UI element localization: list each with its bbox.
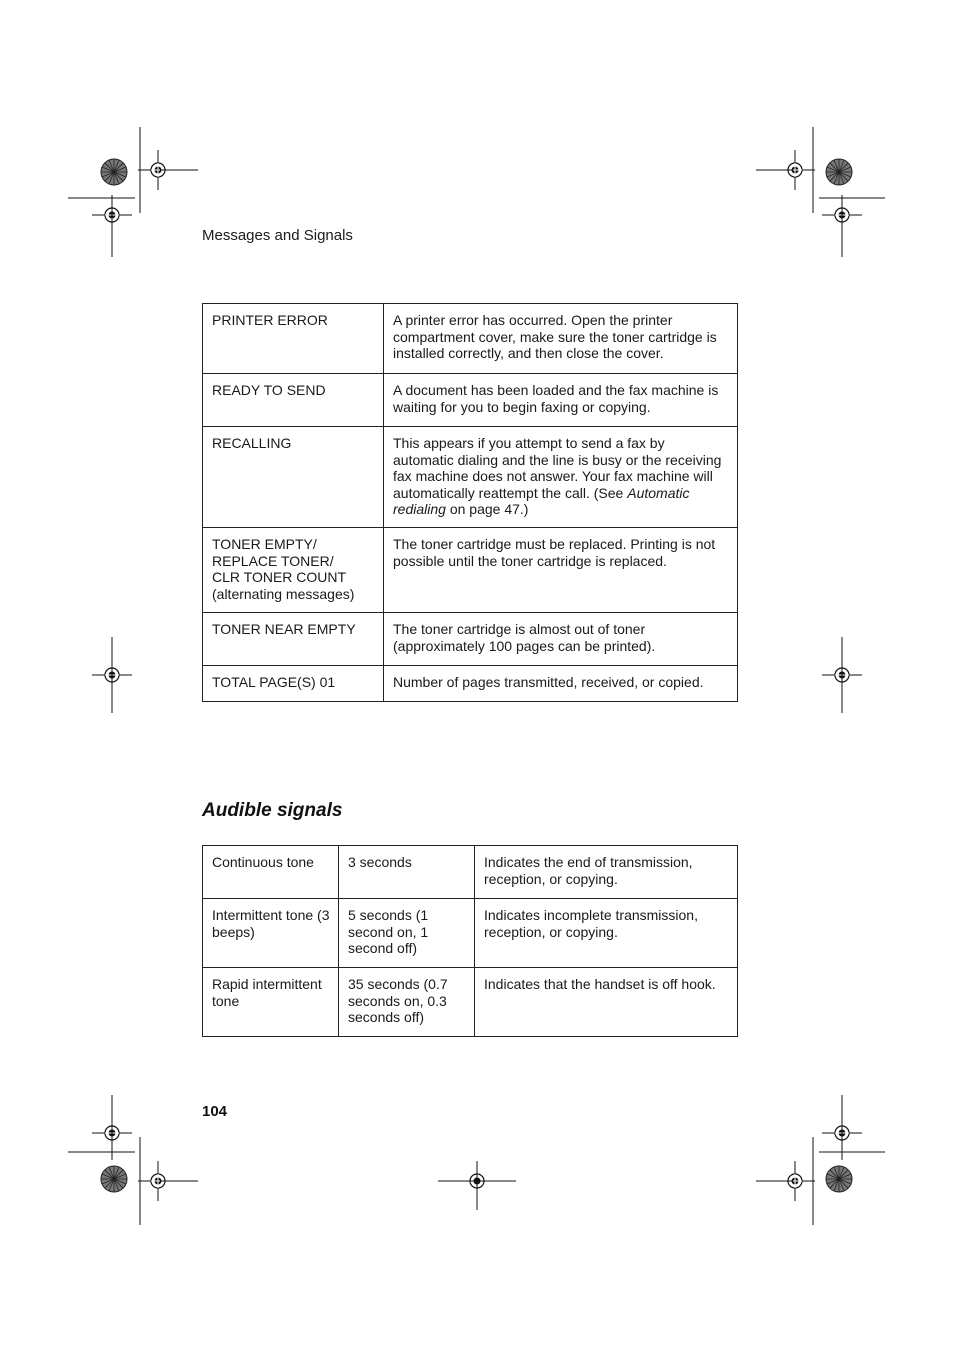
message-line: CLR TONER COUNT — [212, 569, 347, 585]
message-cell — [203, 528, 384, 613]
table-row — [203, 374, 738, 427]
table-row — [203, 427, 738, 528]
description-cell: The toner cartridge is almost out of toner (approximately 100 pages can be printed). — [384, 613, 738, 666]
page-number: 104 — [202, 1103, 228, 1120]
cross-reference-link: Automatic redialing — [393, 484, 690, 517]
signal-cell: Continuous tone — [203, 846, 339, 899]
signal-cell: Rapid intermittent tone — [203, 968, 339, 1037]
message-cell: PRINTER ERROR — [203, 304, 384, 374]
duration-cell: 5 seconds (1 second on, 1 second off) — [339, 899, 475, 968]
description-cell: A document has been loaded and the fax machine is waiting for you to begin faxing or copying. — [384, 374, 738, 427]
description-cell — [384, 427, 738, 528]
duration-cell: 35 seconds (0.7 seconds on, 0.3 seconds off) — [339, 968, 475, 1037]
message-line: REPLACE TONER/ — [212, 552, 334, 569]
description-text: on page 47.) — [445, 501, 529, 517]
description-cell: A printer error has occurred. Open the printer compartment cover, make sure the toner cartridge is installed correctly, and then close the cover. — [384, 304, 738, 374]
table-row — [203, 899, 738, 968]
duration-cell: 3 seconds — [339, 846, 475, 899]
message-cell: TONER NEAR EMPTY — [203, 613, 384, 666]
table-row — [203, 528, 738, 613]
signal-cell: Intermittent tone (3 beeps) — [203, 899, 339, 968]
meaning-cell: Indicates that the handset is off hook. — [475, 968, 738, 1037]
message-line: (alternating messages) — [212, 585, 355, 602]
message-cell: READY TO SEND — [203, 374, 384, 427]
audible-signals-table — [202, 845, 738, 1037]
table-row — [203, 304, 738, 374]
message-cell: TOTAL PAGE(S) 01 — [203, 666, 384, 702]
table-row — [203, 968, 738, 1037]
message-cell: RECALLING — [203, 427, 384, 528]
table-row — [203, 613, 738, 666]
section-title: Audible signals — [202, 800, 343, 821]
table-row — [203, 666, 738, 702]
messages-table — [202, 303, 738, 702]
message-line: TONER EMPTY/ — [212, 536, 317, 552]
description-text: This appears if you attempt to send a fax by automatic dialing and the line is busy or the receiving fax machine does not answer. Your fax machine will automatically reattempt the call. (See — [393, 435, 722, 501]
meaning-cell: Indicates the end of transmission, reception, or copying. — [475, 846, 738, 899]
description-cell: Number of pages transmitted, received, or copied. — [384, 666, 738, 702]
page-header: Messages and Signals — [202, 227, 353, 244]
description-cell: The toner cartridge must be replaced. Printing is not possible until the toner cartridge is replaced. — [384, 528, 738, 613]
table-row — [203, 846, 738, 899]
meaning-cell: Indicates incomplete transmission, reception, or copying. — [475, 899, 738, 968]
